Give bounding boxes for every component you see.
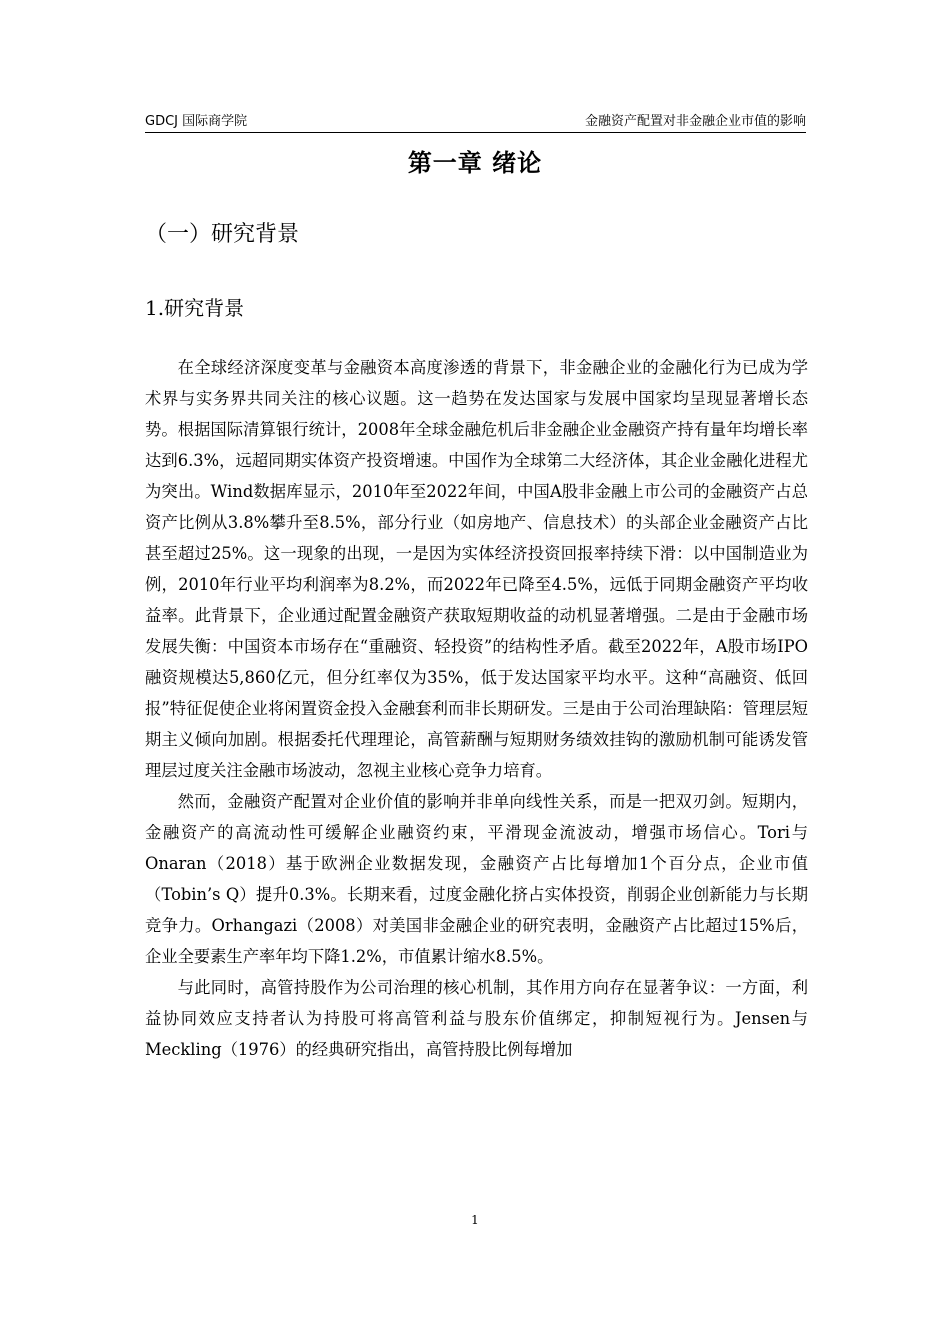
chapter-title: 第一章 绪论: [407, 149, 543, 177]
paragraph-1: 在全球经济深度变革与金融资本高度渗透的背景下，非金融企业的金融化行为已成为学术界与实务界共同关注的核心议题。这一趋势在发达国家与发展中国家均呈现显著增长态势。根据国际清算银行统计，2008年全球金融危机后非金融企业金融资产持有量年均增长率达到6.3%，远超同期实体资产投资增速。中国作为全球第二大经济体，其企业金融化进程尤为突出。Wind数据库显示，2010年至2022年间，中国A股非金融上市公司的金融资产占总资产比例从3.8%攀升至8.5%，部分行业（如房地产、信息技术）的头部企业金融资产占比甚至超过25%。这一现象的出现，一是因为实体经济投资回报率持续下滑：以中国制造业为例，2010年行业平均利润率为8.2%，而2022年已降至4.5%，远低于同期金融资产平均收益率。此背景下，企业通过配置金融资产获取短期收益的动机显著增强。二是由于金融市场发展失衡：中国资本市场存在“重融资、轻投资”的结构性矛盾。截至2022年，A股市场IPO融资规模达5,860亿元，但分红率仅为35%，低于发达国家平均水平。这种“高融资、低回报”特征促使企业将闲置资金投入金融套利而非长期研发。三是由于公司治理缺陷：管理层短期主义倾向加剧。根据委托代理理论，高管薪酬与短期财务绩效挂钩的激励机制可能诱发管理层过度关注金融市场波动，忽视主业核心竞争力培育。: [145, 358, 808, 780]
body-text: [145, 352, 808, 1065]
paragraph-2: 然而，金融资产配置对企业价值的影响并非单向线性关系，而是一把双刃剑。短期内，金融资产的高流动性可缓解企业融资约束，平滑现金流波动，增强市场信心。Tori与Onaran（2018）基于欧洲企业数据发现，金融资产占比每增加1个百分点，企业市值（Tobin’s Q）提升0.3%。长期来看，过度金融化挤占实体投资，削弱企业创新能力与长期竞争力。Orhangazi（2008）对美国非金融企业的研究表明，金融资产占比超过15%后，企业全要素生产率年均下降1.2%，市值累计缩水8.5%。: [145, 792, 808, 966]
section-heading: （一）研究背景: [145, 222, 300, 247]
subsection-heading: 1.研究背景: [145, 296, 245, 320]
header-institution: GDCJ 国际商学院: [145, 114, 248, 129]
paragraph-3: 与此同时，高管持股作为公司治理的核心机制，其作用方向存在显著争议：一方面，利益协同效应支持者认为持股可将高管利益与股东价值绑定，抑制短视行为。Jensen与Meckling（1976）的经典研究指出，高管持股比例每增加: [145, 978, 808, 1059]
page-number: 1: [471, 1213, 479, 1227]
header-paper-title: 金融资产配置对非金融企业市值的影响: [584, 114, 806, 129]
page-header: [145, 108, 806, 133]
